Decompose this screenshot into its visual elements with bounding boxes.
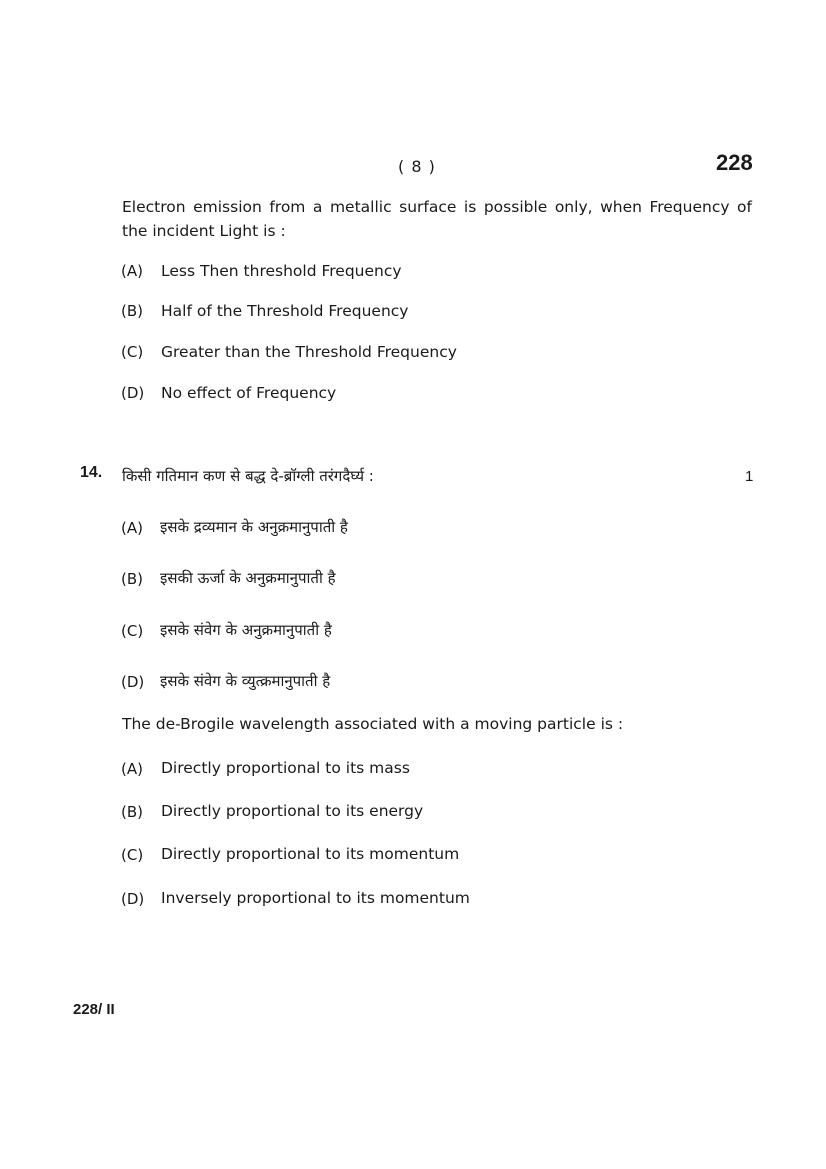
q14-english-option-b-label: (B) bbox=[121, 803, 143, 821]
q14-hindi-option-c-label: (C) bbox=[121, 622, 144, 640]
footer-paper-code: 228/ II bbox=[73, 1001, 115, 1018]
q14-english-option-a-label: (A) bbox=[121, 760, 143, 778]
q14-english-option-c-label: (C) bbox=[121, 846, 144, 864]
q14-hindi-option-d-label: (D) bbox=[121, 673, 145, 691]
q13-option-a-text: Less Then threshold Frequency bbox=[161, 262, 402, 280]
q13-option-b-label: (B) bbox=[121, 302, 143, 320]
q14-hindi-option-c-text: इसके संवेग के अनुक्रमानुपाती है bbox=[160, 621, 332, 639]
q13-option-a-label: (A) bbox=[121, 262, 143, 280]
q14-hindi-option-d-text: इसके संवेग के व्युत्क्रमानुपाती है bbox=[160, 672, 331, 690]
page-number: ( 8 ) bbox=[398, 157, 436, 176]
q14-english-option-a-text: Directly proportional to its mass bbox=[161, 759, 410, 777]
q13-option-c-text: Greater than the Threshold Frequency bbox=[161, 343, 457, 361]
q14-hindi-option-a-text: इसके द्रव्यमान के अनुक्रमानुपाती है bbox=[160, 518, 348, 536]
q14-english-option-b-text: Directly proportional to its energy bbox=[161, 802, 424, 820]
q13-option-d-text: No effect of Frequency bbox=[161, 384, 337, 402]
q14-hindi-option-a-label: (A) bbox=[121, 519, 143, 537]
q14-english-option-d-label: (D) bbox=[121, 890, 145, 908]
q14-marks: 1 bbox=[745, 468, 754, 485]
q14-english-option-c-text: Directly proportional to its momentum bbox=[161, 845, 460, 863]
q13-option-c-label: (C) bbox=[121, 343, 144, 361]
q14-number: 14. bbox=[80, 464, 103, 481]
paper-code: 228 bbox=[716, 150, 753, 175]
q13-option-d-label: (D) bbox=[121, 384, 145, 402]
q14-hindi-option-b-label: (B) bbox=[121, 570, 143, 588]
q13-option-b-text: Half of the Threshold Frequency bbox=[161, 302, 409, 320]
q14-hindi-option-b-text: इसकी ऊर्जा के अनुक्रमानुपाती है bbox=[160, 569, 336, 587]
q14-question-english: The de-Brogile wavelength associated with a moving particle is : bbox=[122, 715, 624, 733]
q14-question-hindi: किसी गतिमान कण से बद्ध दे-ब्रॉग्ली तरंगदैर्घ्य : bbox=[122, 467, 374, 485]
q14-english-option-d-text: Inversely proportional to its momentum bbox=[161, 889, 470, 907]
q13-question-english: Electron emission from a metallic surface is possible only, when Frequency of the incident Light is : bbox=[122, 198, 752, 240]
